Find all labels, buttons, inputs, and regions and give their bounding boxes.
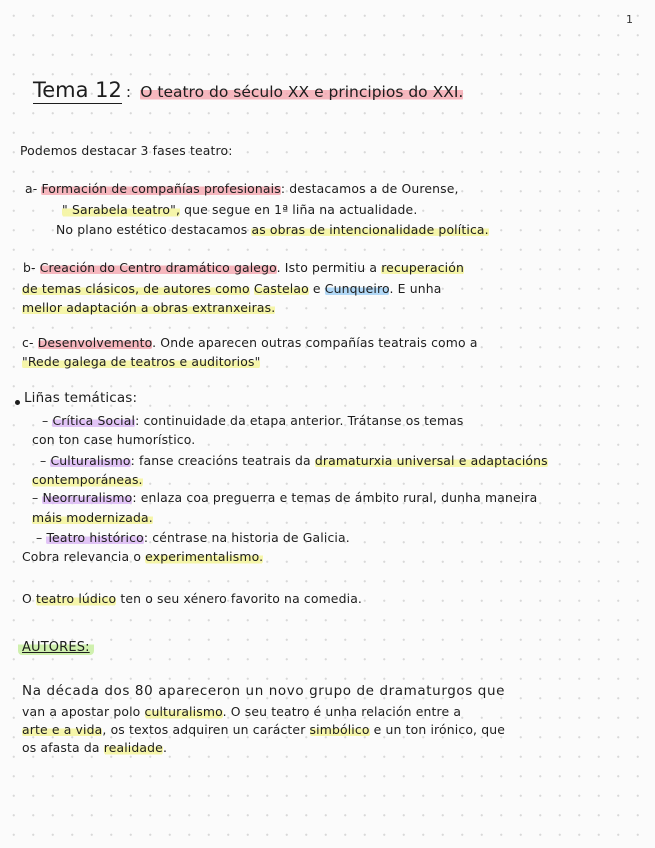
thematic-critica-label: Crítica Social: [52, 413, 136, 428]
authors-text-4a: os afasta da: [22, 740, 104, 755]
authors-line-4: [22, 740, 167, 755]
phase-a-text: : destacamos a de Ourense,: [280, 181, 459, 196]
authors-text-2b: . O seu teatro é unha relación entre a: [222, 704, 462, 719]
author-cunqueiro: Cunqueiro: [324, 281, 390, 296]
intro-text: Podemos destacar 3 fases teatro:: [20, 143, 233, 158]
thematic-exp-line: [22, 549, 263, 564]
phase-b-and: e: [308, 281, 325, 296]
bullet-dot: [15, 400, 20, 405]
thematic-cult-highlight-2: contemporáneas.: [32, 472, 143, 487]
ludico-start: O: [22, 591, 36, 606]
authors-line-3: [22, 722, 505, 737]
thematic-neo-highlight: máis modernizada.: [32, 510, 153, 525]
phase-b-highlight: Creación do Centro dramático galego: [39, 260, 277, 275]
phase-b-line-1: [23, 260, 464, 275]
page-title: [33, 78, 463, 102]
authors-text-2a: van a apostar polo: [22, 704, 145, 719]
thematic-dash: –: [42, 413, 53, 428]
ludico-line: [22, 591, 362, 606]
thematic-hist-text: : céntrase na historia de Galicia.: [143, 530, 350, 545]
thematic-cult-text: : fanse creacións teatrais da: [130, 453, 315, 468]
authors-simbolico: simbólico: [309, 722, 370, 737]
thematic-cult-highlight: dramaturxia universal e adaptacións: [314, 453, 548, 468]
thematic-dash: –: [40, 453, 51, 468]
phase-c-line-1: [22, 335, 478, 350]
phase-a-company: " Sarabela teatro",: [62, 202, 181, 217]
phase-b-line-2: [22, 281, 441, 296]
phase-a-highlight: Formación de compañías profesionais: [41, 181, 281, 196]
phase-c-text: . Onde aparecen outras compañías teatrais como a: [152, 335, 478, 350]
phase-c-rede: "Rede galega de teatros e auditorios": [22, 354, 261, 369]
phase-b-line-3: [22, 300, 275, 315]
thematic-critica-text: : continuidade da etapa anterior. Trátanse os temas: [135, 413, 464, 428]
phase-a-line-3: [56, 222, 489, 237]
thematic-neo-text: : enlaza coa preguerra e temas de ámbito rural, dunha maneira: [132, 490, 538, 505]
thematic-dash: –: [36, 530, 47, 545]
thematic-neo-line-2: [32, 510, 153, 525]
authors-text-4b: .: [162, 740, 168, 755]
authors-text-3b: e un ton irónico, que: [369, 722, 506, 737]
author-castelao: Castelao: [253, 281, 309, 296]
phase-b-text: . Isto permitiu a: [276, 260, 382, 275]
title-colon: :: [125, 83, 132, 101]
phase-a-line-2: [62, 202, 417, 217]
phase-b-classics: de temas clásicos, de autores como: [22, 281, 250, 296]
phase-c-highlight: Desenvolvemento: [37, 335, 153, 350]
phase-a-political: as obras de intencionalidade política.: [251, 222, 489, 237]
authors-line-2: [22, 704, 461, 719]
thematic-hist-line: [36, 530, 350, 545]
phase-a-marker: a-: [25, 181, 38, 196]
phase-a-text-3: No plano estético destacamos: [56, 222, 252, 237]
phase-b-recuperacion: recuperación: [381, 260, 464, 275]
phase-b-marker: b-: [23, 260, 36, 275]
page-number: 1: [626, 13, 633, 26]
phase-b-text-2: . E unha: [389, 281, 442, 296]
thematic-cult-line-2: [32, 472, 143, 487]
thematic-neo-line: [32, 490, 537, 505]
authors-heading-text: AUTORES:: [18, 640, 94, 655]
authors-realidade: realidade: [103, 740, 163, 755]
thematic-critica-line-2: con ton case humorístico.: [32, 432, 196, 447]
thematic-critica-line: [42, 413, 464, 428]
thematic-dash: –: [32, 490, 43, 505]
ludico-text: ten o seu xénero favorito na comedia.: [116, 591, 363, 606]
title-subject: O teatro do século XX e principios do XXI.: [140, 83, 464, 101]
title-tema: Tema 12: [33, 78, 122, 102]
authors-arte-vida: arte e a vida: [22, 722, 103, 737]
phase-c-line-2: [22, 354, 260, 369]
thematic-cult-label: Culturalismo: [50, 453, 131, 468]
thematic-exp-text: Cobra relevancia o: [22, 549, 146, 564]
authors-text-3a: , os textos adquiren un carácter: [102, 722, 310, 737]
thematic-neo-label: Neorruralismo: [42, 490, 133, 505]
thematic-exp-highlight: experimentalismo.: [145, 549, 264, 564]
phase-a-line-1: [25, 181, 459, 196]
authors-heading: [18, 640, 94, 655]
phase-b-adaptation: mellor adaptación a obras extranxeiras.: [22, 300, 276, 315]
authors-line-1: Na década dos 80 apareceron un novo grupo de dramaturgos que: [22, 683, 506, 699]
thematic-heading: Liñas temáticas:: [24, 390, 138, 406]
authors-culturalismo: culturalismo: [144, 704, 223, 719]
phase-a-text-2: que segue en 1ª liña na actualidade.: [180, 202, 418, 217]
ludico-highlight: teatro lúdico: [36, 591, 117, 606]
phase-c-marker: c-: [22, 335, 34, 350]
thematic-cult-line: [40, 453, 548, 468]
thematic-hist-label: Teatro histórico: [46, 530, 144, 545]
